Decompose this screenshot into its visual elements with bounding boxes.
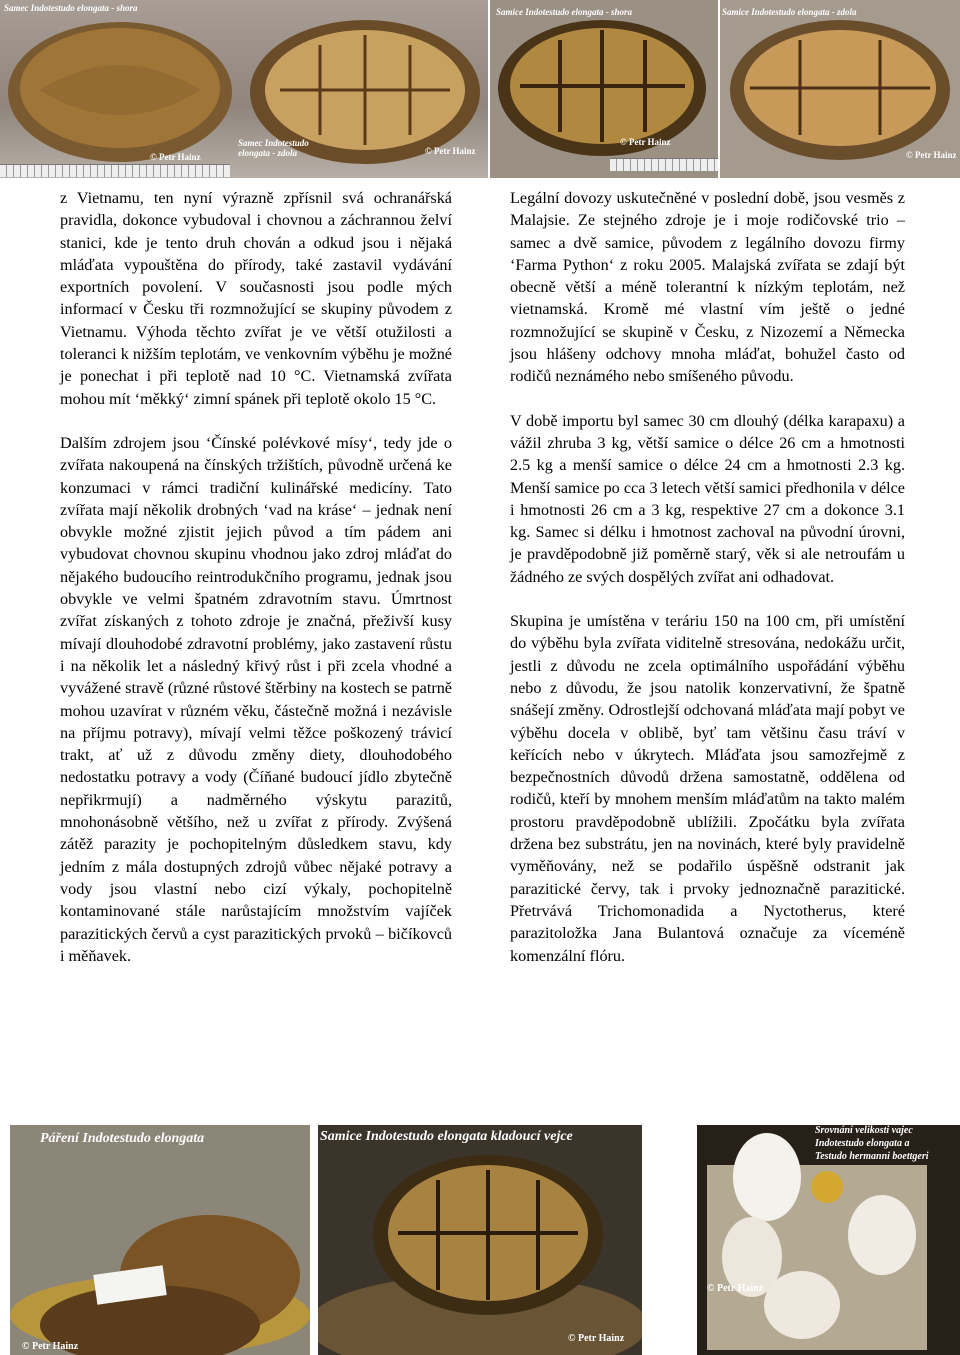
paragraph: Dalším zdrojem jsou ‘Čínské polévkové mísy‘, tedy jde o zvířata nakoupená na čínských tržištích, původně určená ke konzumaci v rámci tradiční kulinářské medicíny. Tato zvířata mají několik drobných ‘vad na kráse‘ – jednak není obvykle možné zjistit jejich původ a tím pádem ani vybudovat chovnou skupinu vhodnou jako zdroj mláďat do nějakého budoucího reintrodukčního programu, jednak jsou obvykle ve velmi špatném zdravotním stavu. Úmrtnost zvířat získaných z tohoto zdroje je značná, přeživší kusy mívají dlouhodobé zdravotní problémy, jako zastavení růstu i na několik let a následný křivý růst i při zcela vhodné a vyvážené stravě (různé růstové štěrbiny na kostech se patrně mohou uzavírat v různém věku, částečně možná i nezávisle na příjmu potravy), mívají velmi těžce poškozený trávicí trakt, ať už z důvodu změny diety, dlouhodobého nedostatku potravy a vody (Číňané budoucí jídlo zbytečně nepřikrmují) a nadměrného výskytu parazitů, mnohonásobně většího, než u zvířat z přírody. Zvýšená zátěž parazity je pochopitelným důsledkem stavu, kdy jedním z mála dostupných zdrojů vůbec nějaké potravy a vody jsou vlastní nebo cizí výkaly, pochopitelně kontaminované stále narůstajícím množstvím vajíček parazitických červů a cyst parazitických prvoků – bičíkovců i měňavek. <box>60 433 452 965</box>
caption-female-bottom: Samice Indotestudo elongata - zdola <box>722 7 857 17</box>
photo-mating <box>10 1125 310 1355</box>
photo-female-top <box>490 0 718 178</box>
caption-male-bottom: Samec Indotestudo elongata - zdola <box>238 138 309 158</box>
caption-egg-line1: Srovnání velikosti vajec <box>815 1125 913 1136</box>
photo-female-bottom <box>720 0 960 178</box>
photo-male-top-bottom <box>0 0 488 178</box>
copyright: © Petr Hainz <box>707 1283 764 1294</box>
ruler <box>610 158 718 171</box>
photo-egg-comparison <box>697 1125 960 1355</box>
caption-laying-eggs: Samice Indotestudo elongata kladoucí vejce <box>320 1129 573 1144</box>
caption-mating: Páření Indotestudo elongata <box>40 1131 205 1146</box>
caption-egg-line2: Indotestudo elongata a <box>815 1138 910 1149</box>
mating-tortoises-image <box>10 1125 310 1355</box>
copyright: © Petr Hainz <box>620 137 671 147</box>
photo-laying-eggs <box>318 1125 642 1355</box>
left-text-column <box>60 187 452 967</box>
right-text-column <box>510 187 905 967</box>
paragraph: Legální dovozy uskutečněné v poslední době, jsou vesměs z Malajsie. Ze stejného zdroje je i moje rodičovské trio – samec a dvě samice, původem z legálního dovozu firmy ‘Farma Python‘ z roku 2005. Malajská zvířata se zdají být obecně větší a méně tolerantní k nízkým teplotám, než vietnamská. Kromě mé vlastní vím ještě o jedné rozmnožující se skupině v Česku, z Nizozemí a Německa jsou hlášeny odchovy mnoha mláďat, bohužel často od rodičů neznámého nebo smíšeného původu. <box>510 189 905 386</box>
caption-female-top: Samice Indotestudo elongata - shora <box>496 7 633 17</box>
ruler <box>0 164 230 177</box>
copyright: © Petr Hainz <box>22 1341 79 1352</box>
egg-laying-tortoise-image <box>318 1125 642 1355</box>
copyright-1: © Petr Hainz <box>150 152 201 162</box>
copyright: © Petr Hainz <box>906 150 957 160</box>
paragraph: V době importu byl samec 30 cm dlouhý (délka karapaxu) a vážil zhruba 3 kg, větší samice o délce 26 cm a hmotnosti 2.5 kg a menší samice o délce 24 cm a hmotnosti 2.3 kg. Menší samice po cca 3 letech větší samici předhonila v délce i hmotnosti 26 cm a 3 kg, respektive 27 cm a dokonce 3.1 kg. Samec si délku i hmotnost zachoval na původní úrovni, je pravděpodobně již poměrně starý, věk si ale netroufám u žádného ze svých dospělých zvířat ani odhadovat. <box>510 411 905 586</box>
copyright-2: © Petr Hainz <box>425 146 476 156</box>
caption-male-top: Samec Indotestudo elongata - shora <box>4 3 138 13</box>
paragraph: z Vietnamu, ten nyní výrazně zpřísnil svá ochranářská pravidla, dokonce vybudoval i chovnou a záchrannou želví stanici, kde je tento druh chován a odkud jsou i nějaká mláďata vypouštěna do přírody, také zastavil vydávání exportních povolení. V současnosti jsou podle mých informací v Česku tři rozmnožující se skupiny původem z Vietnamu. Výhoda těchto zvířat je ve větší otužilosti a toleranci k nižším teplotám, ve venkovním výběhu je možné je ponechat i při teplotě nad 10 °C. Vietnamská zvířata mohou mít ‘měkký‘ zimní spánek při teplotě okolo 15 °C. <box>60 189 452 408</box>
caption-egg-line3: Testudo hermanni boettgeri <box>815 1151 929 1162</box>
tortoise-shell-image <box>490 0 718 178</box>
paragraph: Skupina je umístěna v teráriu 150 na 100 cm, při umístění do výběhu byla zvířata viditelně stresována, nedokážu určit, jestli z důvodu ne zcela optimálního uspořádání výběhu nebo z důvodu, že jsou natolik konzervativní, že špatně snášejí změny. Odrostlejší odchovaná mláďata mají pobyt ve výběhu docela v oblibě, byť tam většinu času tráví v keřících nebo v úkrytech. Mláďata jsou samozřejmě z bezpečnostních důvodů držena samostatně, oddělena od rodičů, kteří by mnohem menším mláďatům na takto malém prostoru pravděpodobně ublížili. Zpočátku byla zvířata držena bez substrátu, jen na novinách, které byly pravidelně vyměňovány, než se podařilo úspěšně odstranit jak parazitické červy, tak i prvoky jednoznačně parazitické. Přetrvává Trichomonadida a Nyctotherus, které parazitoložka Jana Bulantová označuje za víceméně komenzální flóru. <box>510 612 905 965</box>
copyright: © Petr Hainz <box>568 1333 625 1344</box>
